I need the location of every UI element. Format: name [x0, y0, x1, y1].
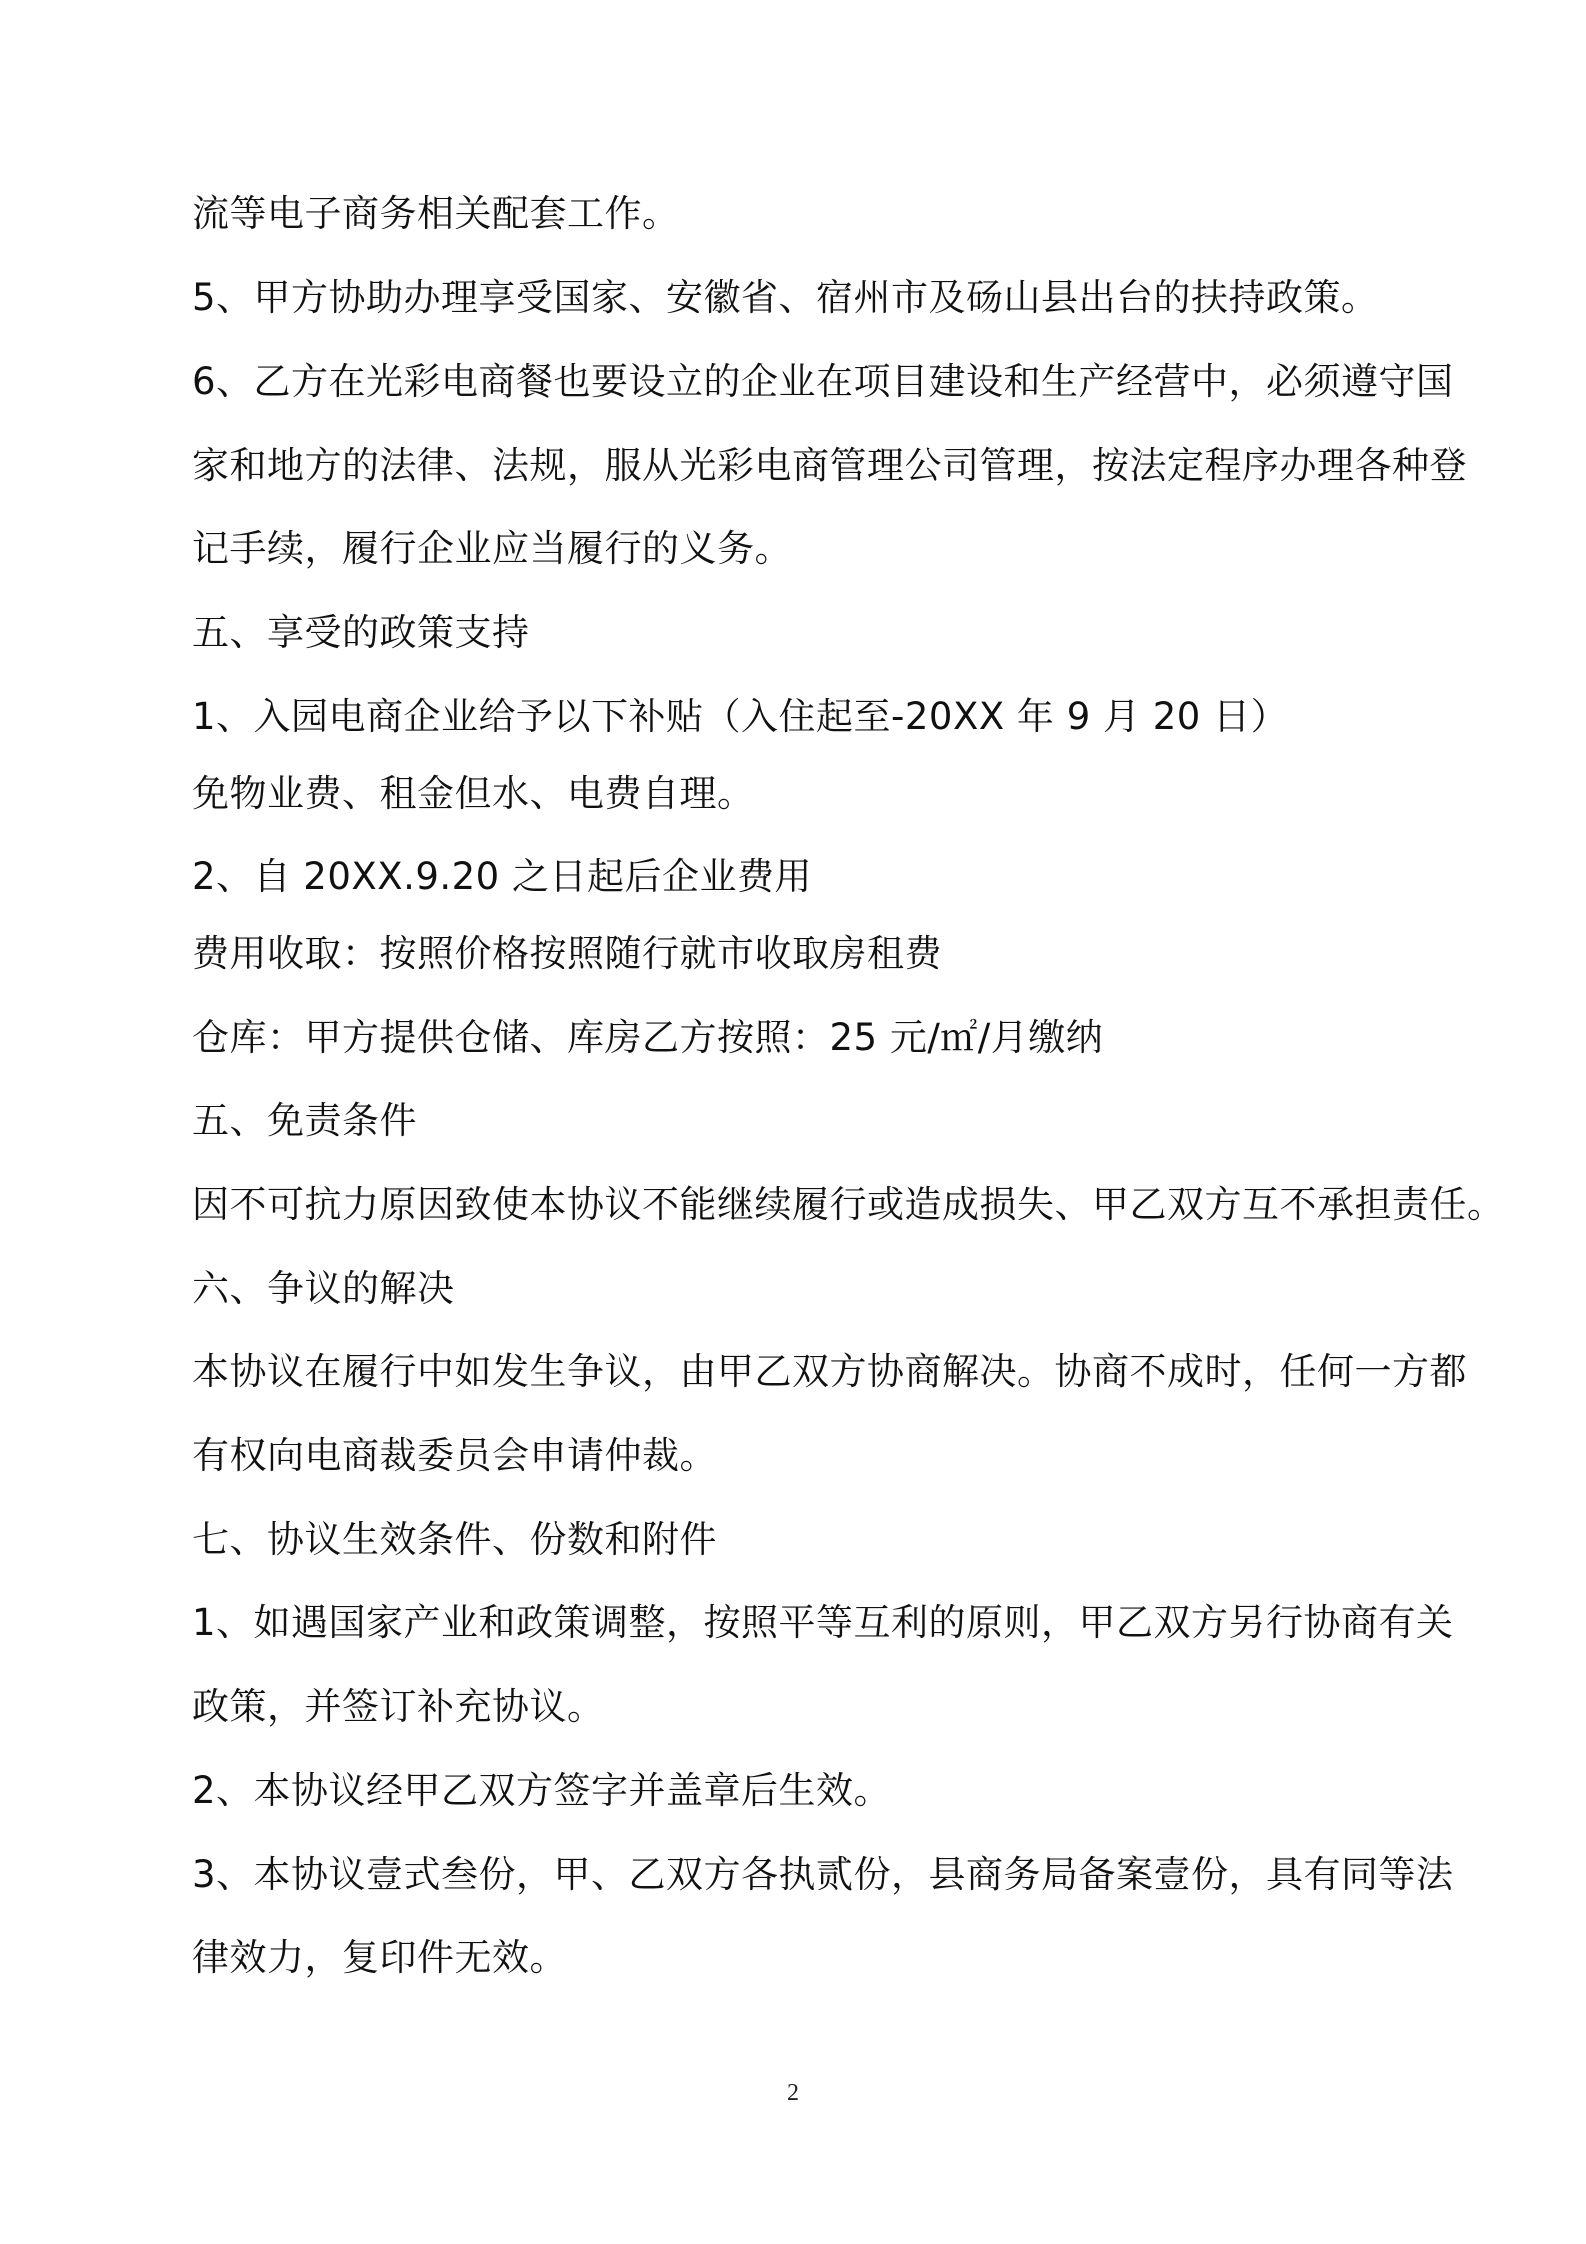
paragraph-line: 记手续，履行企业应当履行的义务。 — [192, 527, 792, 570]
section-heading: 五、享受的政策支持 — [192, 611, 530, 654]
page-number: 2 — [787, 2080, 799, 2106]
section-heading: 七、协议生效条件、份数和附件 — [192, 1518, 717, 1561]
paragraph-line: 2、自 20XX.9.20 之日起后企业费用 — [192, 855, 812, 898]
paragraph-line: 仓库：甲方提供仓储、库房乙方按照：25 元/㎡/月缴纳 — [192, 1016, 1104, 1059]
paragraph-line: 5、甲方协助办理享受国家、安徽省、宿州市及砀山县出台的扶持政策。 — [192, 276, 1379, 319]
paragraph-line: 免物业费、租金但水、电费自理。 — [192, 772, 755, 815]
paragraph-line: 有权向电商裁委员会申请仲裁。 — [192, 1434, 717, 1477]
section-heading: 六、争议的解决 — [192, 1267, 455, 1310]
paragraph-line: 1、如遇国家产业和政策调整，按照平等互利的原则，甲乙双方另行协商有关 — [192, 1601, 1454, 1644]
paragraph-line: 本协议在履行中如发生争议，由甲乙双方协商解决。协商不成时，任何一方都 — [192, 1350, 1467, 1393]
paragraph-line: 6、乙方在光彩电商餐也要设立的企业在项目建设和生产经营中，必须遵守国 — [192, 360, 1454, 403]
paragraph-line: 3、本协议壹式叁份，甲、乙双方各执贰份，县商务局备案壹份，具有同等法 — [192, 1853, 1454, 1896]
paragraph-line: 1、入园电商企业给予以下补贴（入住起至-20XX 年 9 月 20 日） — [192, 695, 1289, 738]
paragraph-line: 政策，并签订补充协议。 — [192, 1685, 605, 1728]
paragraph-line: 家和地方的法律、法规，服从光彩电商管理公司管理，按法定程序办理各种登 — [192, 444, 1467, 487]
paragraph-line: 律效力，复印件无效。 — [192, 1936, 567, 1979]
paragraph-line: 因不可抗力原因致使本协议不能继续履行或造成损失、甲乙双方互不承担责任。 — [192, 1183, 1505, 1226]
paragraph-line: 流等电子商务相关配套工作。 — [192, 192, 680, 235]
section-heading: 五、免责条件 — [192, 1099, 417, 1142]
paragraph-line: 费用收取：按照价格按照随行就市收取房租费 — [192, 932, 942, 975]
paragraph-line: 2、本协议经甲乙双方签字并盖章后生效。 — [192, 1769, 892, 1812]
